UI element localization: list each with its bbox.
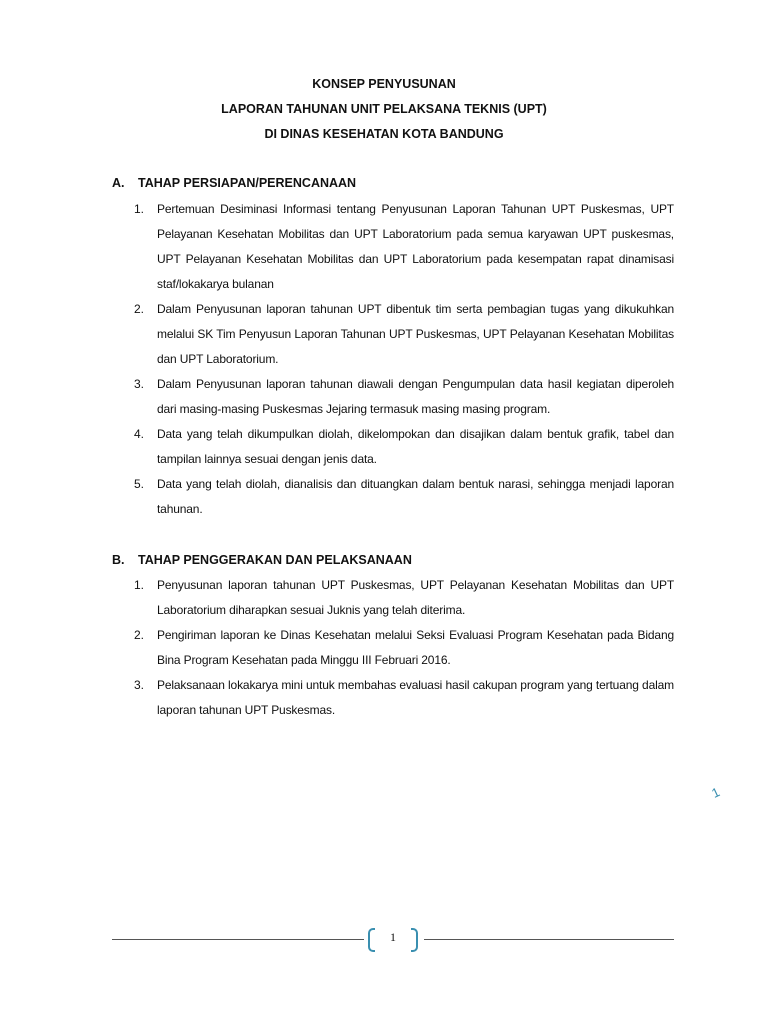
document-title — [0, 72, 768, 147]
list-item — [134, 623, 674, 673]
list-item-number: 2. — [134, 302, 145, 316]
list-item-text: Pelaksanaan lokakarya mini untuk membahas evaluasi hasil cakupan program yang tertuang dalam laporan tahunan UPT Puskesmas. — [157, 678, 674, 717]
left-bracket-icon — [368, 928, 375, 952]
list-item-text: Penyusunan laporan tahunan UPT Puskesmas, UPT Pelayanan Kesehatan Mobilitas dan UPT Laboratorium diharapkan sesuai Juknis yang telah diterima. — [157, 578, 674, 617]
title-line-1: KONSEP PENYUSUNAN — [312, 77, 456, 91]
section-b-list — [134, 573, 674, 723]
list-item-text: Dalam Penyusunan laporan tahunan diawali dengan Pengumpulan data hasil kegiatan diperoleh dari masing-masing Puskesmas Jejaring termasuk masing masing program. — [157, 377, 674, 416]
list-item-text: Data yang telah diolah, dianalisis dan dituangkan dalam bentuk narasi, sehingga menjadi laporan tahunan. — [157, 477, 674, 516]
list-item-text: Dalam Penyusunan laporan tahunan UPT dibentuk tim serta pembagian tugas yang dikukuhkan melalui SK Tim Penyusun Laporan Tahunan UPT Puskesmas, UPT Pelayanan Kesehatan Mobilitas dan UPT Laboratorium. — [157, 302, 674, 366]
list-item — [134, 297, 674, 372]
list-item-number: 1. — [134, 578, 145, 592]
section-b-title: TAHAP PENGGERAKAN DAN PELAKSANAAN — [138, 553, 412, 567]
list-item — [134, 673, 674, 723]
list-item — [134, 422, 674, 472]
footer-rule-left — [112, 939, 364, 940]
title-line-2: LAPORAN TAHUNAN UNIT PELAKSANA TEKNIS (UPT) — [221, 102, 547, 116]
section-b-heading — [112, 548, 692, 572]
margin-page-mark: 1 — [709, 784, 723, 801]
list-item-number: 1. — [134, 202, 145, 216]
list-item-number: 4. — [134, 427, 145, 441]
list-item-number: 3. — [134, 678, 145, 692]
list-item-number: 5. — [134, 477, 145, 491]
list-item-text: Data yang telah dikumpulkan diolah, dikelompokan dan disajikan dalam bentuk grafik, tabel dan tampilan lainnya sesuai dengan jenis data. — [157, 427, 674, 466]
footer-rule-right — [424, 939, 674, 940]
section-a-heading — [112, 171, 692, 195]
section-b-letter: B. — [112, 553, 125, 567]
section-a-list — [134, 197, 674, 522]
list-item — [134, 472, 674, 522]
list-item-number: 3. — [134, 377, 145, 391]
right-bracket-icon — [411, 928, 418, 952]
list-item-number: 2. — [134, 628, 145, 642]
list-item — [134, 573, 674, 623]
title-line-3: DI DINAS KESEHATAN KOTA BANDUNG — [264, 127, 504, 141]
section-a-letter: A. — [112, 176, 125, 190]
list-item — [134, 197, 674, 297]
list-item — [134, 372, 674, 422]
page-number: 1 — [390, 930, 396, 944]
section-a-title: TAHAP PERSIAPAN/PERENCANAAN — [138, 176, 357, 190]
list-item-text: Pertemuan Desiminasi Informasi tentang Penyusunan Laporan Tahunan UPT Puskesmas, UPT Pelayanan Kesehatan Mobilitas dan UPT Laboratorium pada semua karyawan UPT puskesmas, UPT Pelayanan Kesehatan Mobilitas dan UPT Laboratorium pada kesempatan rapat dinamisasi staf/lokakarya bulanan — [157, 202, 674, 291]
page-footer — [112, 926, 674, 954]
list-item-text: Pengiriman laporan ke Dinas Kesehatan melalui Seksi Evaluasi Program Kesehatan pada Bidang Bina Program Kesehatan pada Minggu III Februari 2016. — [157, 628, 674, 667]
